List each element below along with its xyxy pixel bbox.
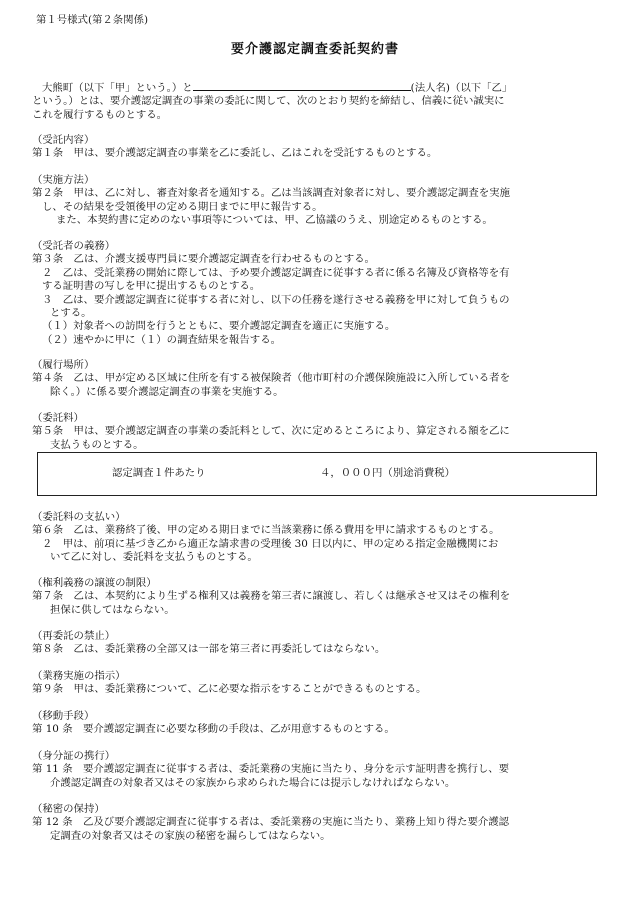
- article-2: [32, 174, 602, 228]
- article-heading: （履行場所）: [32, 359, 95, 371]
- article-text: 第 10 条 要介護認定調査に必要な移動の手段は、乙が用意するものとする。: [32, 723, 395, 736]
- article-heading: （業務実施の指示）: [32, 670, 126, 682]
- article-text: 定調査の対象者又はその家族の秘密を漏らしてはならない。: [50, 829, 331, 842]
- article-text: ３ 乙は、要介護認定調査に従事する者に対し、以下の任務を遂行させる義務を甲に対して負うもの: [42, 293, 510, 306]
- document-title: 要介護認定調査委託契約書: [230, 42, 399, 57]
- article-6: [32, 511, 602, 565]
- article-text: ２ 甲は、前項に基づき乙から適正な請求書の受理後 30 日以内に、甲の定める指定金融機関にお: [42, 537, 499, 550]
- article-heading: （移動手段）: [32, 710, 95, 722]
- article-heading: （委託料の支払い）: [32, 511, 126, 523]
- article-3: [32, 240, 602, 347]
- article-text: ２ 乙は、受託業務の開始に際しては、予め要介護認定調査に従事する者に係る名簿及び資格等を有: [42, 266, 510, 279]
- article-text: 第８条 乙は、委託業務の全部又は一部を第三者に再委託してはならない。: [32, 643, 386, 656]
- article-text: 第 12 条 乙及び要介護認定調査に従事する者は、委託業務の実施に当たり、業務上知り得た要介護認: [32, 816, 510, 829]
- article-text: （２）速やかに甲に（１）の調査結果を報告する。: [42, 333, 281, 346]
- article-heading: （秘密の保持）: [32, 803, 105, 815]
- article-text: とする。: [50, 307, 92, 320]
- article-text: 第３条 乙は、介護支援専門員に要介護認定調査を行わせるものとする。: [32, 253, 375, 266]
- article-text: 第７条 乙は、本契約により生ずる権利又は義務を第三者に譲渡し、若しくは継承させ又はその権利を: [32, 590, 510, 603]
- company-name-blank[interactable]: [193, 80, 411, 91]
- article-text: 支払うものとする。: [50, 438, 144, 451]
- preamble-line: 大熊町（以下「甲」という。）と (法人名)（以下「乙」: [42, 82, 513, 94]
- article-heading: （再委託の禁止）: [32, 630, 116, 642]
- preamble-line: という。）とは、要介護認定調査の事業の委託に関して、次のとおり契約を締結し、信義に従い誠実に: [32, 95, 505, 108]
- article-4: [32, 359, 602, 399]
- article-text: 第６条 乙は、業務終了後、甲の定める期日までに当該業務に係る費用を甲に請求するものとする。: [32, 524, 500, 537]
- article-text: （１）対象者への訪問を行うとともに、要介護認定調査を適正に実施する。: [42, 320, 396, 333]
- article-text: 除く。）に係る要介護認定調査の事業を実施する。: [50, 385, 284, 398]
- article-text: 第１条 甲は、要介護認定調査の事業を乙に委託し、乙はこれを受託するものとする。: [32, 147, 438, 160]
- article-text: また、本契約書に定めのない事項等については、甲、乙協議のうえ、別途定めるものとする。: [56, 214, 493, 227]
- preamble: [32, 80, 602, 122]
- article-11: [32, 750, 602, 790]
- fee-amount: ４，０００円（別途消費税）: [320, 467, 456, 479]
- article-heading: （委託料）: [32, 412, 84, 424]
- article-text: し、その結果を受領後甲の定める期日までに甲に報告する。: [42, 200, 323, 213]
- article-7: [32, 577, 602, 617]
- article-heading: （実施方法）: [32, 174, 95, 186]
- article-heading: （受託内容）: [32, 134, 95, 146]
- article-9: [32, 670, 602, 697]
- fee-label: 認定調査１件あたり: [112, 467, 206, 479]
- article-text: 第４条 乙は、甲が定める区域に住所を有する被保険者（他市町村の介護保険施設に入所している者を: [32, 372, 510, 385]
- article-text: いて乙に対し、委託料を支払うものとする。: [50, 551, 258, 564]
- article-text: する証明書の写しを甲に提出するものとする。: [42, 280, 261, 293]
- article-8: [32, 630, 602, 657]
- fee-box: [37, 452, 597, 496]
- article-10: [32, 710, 602, 737]
- article-text: 第２条 甲は、乙に対し、審査対象者を通知する。乙は当該調査対象者に対し、要介護認定調査を実施: [32, 187, 510, 200]
- article-text: 第９条 甲は、委託業務について、乙に必要な指示をすることができるものとする。: [32, 683, 427, 696]
- article-text: 第５条 甲は、要介護認定調査の事業の委託料として、次に定めるところにより、算定される額を乙に: [32, 425, 510, 438]
- article-12: [32, 803, 602, 843]
- article-text: 介護認定調査の対象者又はその家族から求められた場合には提示しなければならない。: [50, 776, 456, 789]
- article-heading: （受託者の義務）: [32, 240, 116, 252]
- article-heading: （権利義務の譲渡の制限）: [32, 577, 157, 589]
- article-text: 第 11 条 要介護認定調査に従事する者は、委託業務の実施に当たり、身分を示す証明書を携行し、要: [32, 763, 510, 776]
- form-number: 第１号様式(第２条関係): [36, 14, 149, 26]
- article-heading: （身分証の携行）: [32, 750, 116, 762]
- preamble-line: これを履行するものとする。: [32, 108, 168, 121]
- article-1: [32, 134, 602, 161]
- article-text: 担保に供してはならない。: [50, 603, 175, 616]
- article-5: [32, 412, 602, 452]
